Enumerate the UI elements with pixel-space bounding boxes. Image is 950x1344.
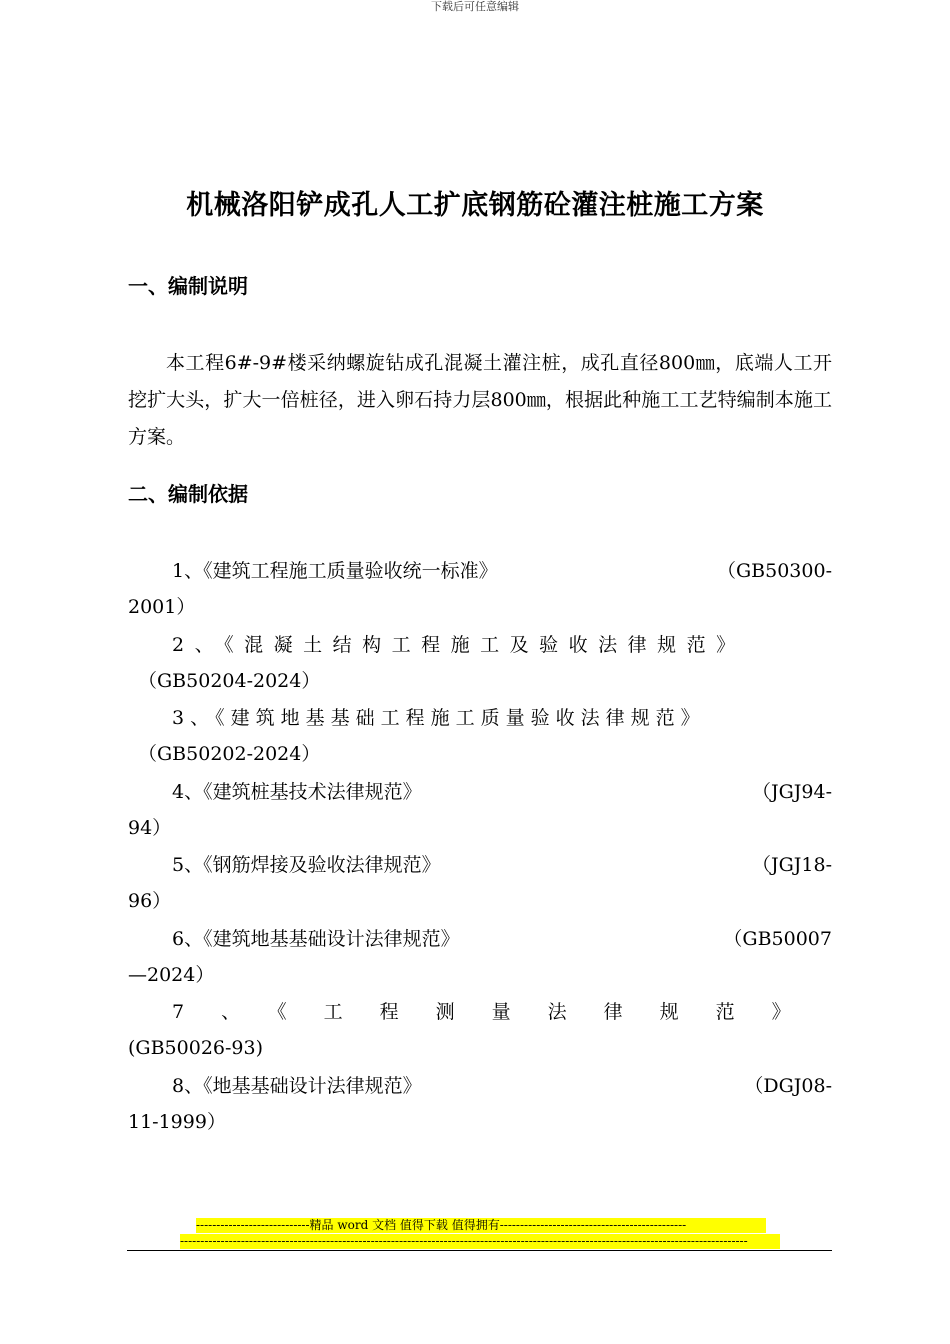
reference-code: （GB50202-2024） [138,743,321,765]
reference-title: 4、《建筑桩基技术法律规范》 [172,780,422,803]
reference-code-start: （JGJ18- [751,854,832,876]
reference-code-start: （GB50007 [723,927,832,950]
reference-line [172,847,832,884]
reference-item-7 [128,994,832,1068]
footer-banner-line-2: -------------------------------------------------------------------------------------------------------------------------------------------- [180,1234,780,1249]
reference-item-3 [128,700,832,774]
reference-line [172,994,832,1031]
section-heading-compilation-basis: 二、编制依据 [128,482,248,506]
reference-item-5 [128,847,832,921]
reference-code: (GB50026-93) [128,1037,264,1059]
reference-item-4 [128,774,832,848]
reference-title: 8、《地基基础设计法律规范》 [172,1074,422,1097]
reference-code-end: —2024） [128,963,215,986]
reference-code-start: （GB50300- [716,560,832,582]
reference-code-end: 2001） [128,596,196,618]
reference-title: 5、《钢筋焊接及验收法律规范》 [172,854,441,876]
footer-divider [127,1250,832,1251]
reference-item-8 [128,1068,832,1142]
section-heading-compilation-notes: 一、编制说明 [128,274,248,298]
reference-item-6 [128,921,832,995]
reference-code-end: 96） [128,890,172,912]
document-title: 机械洛阳铲成孔人工扩底钢筋砼灌注桩施工方案 [186,190,764,221]
reference-code: （GB50204-2024） [138,669,321,692]
reference-line [172,774,832,811]
reference-title: 1、《建筑工程施工质量验收统一标准》 [172,560,498,582]
page-header-note: 下载后可任意编辑 [431,0,519,13]
compilation-notes-paragraph: 本工程6#-9#楼采纳螺旋钻成孔混凝土灌注桩，成孔直径800㎜，底端人工开挖扩大头，扩大一倍桩径，进入卵石持力层800㎜，根据此种施工工艺特编制本施工方案。 [128,352,832,448]
reference-code-start: （JGJ94- [751,780,832,803]
reference-item-2 [128,627,832,701]
reference-line [172,553,832,590]
reference-line [172,921,832,958]
reference-line [172,700,832,737]
footer-banner-line-1: ----------------------------精品 word 文档 值得下载 值得拥有---------------------------------------------- [196,1218,766,1233]
reference-title: 6、《建筑地基基础设计法律规范》 [172,927,460,950]
reference-code-end: 94） [128,816,172,839]
reference-item-1 [128,553,832,627]
reference-list [128,553,832,1141]
reference-line [172,627,832,664]
reference-code-start: （DGJ08- [744,1074,832,1097]
reference-line [172,1068,832,1105]
reference-title: 2、《混凝土结构工程施工及验收法律规范》 [172,633,746,656]
reference-title: 3、《建筑地基基础工程施工质量验收法律规范》 [172,707,706,729]
reference-title: 7、《工程测量法律规范》 [172,1001,828,1023]
reference-code-end: 11-1999） [128,1110,226,1133]
